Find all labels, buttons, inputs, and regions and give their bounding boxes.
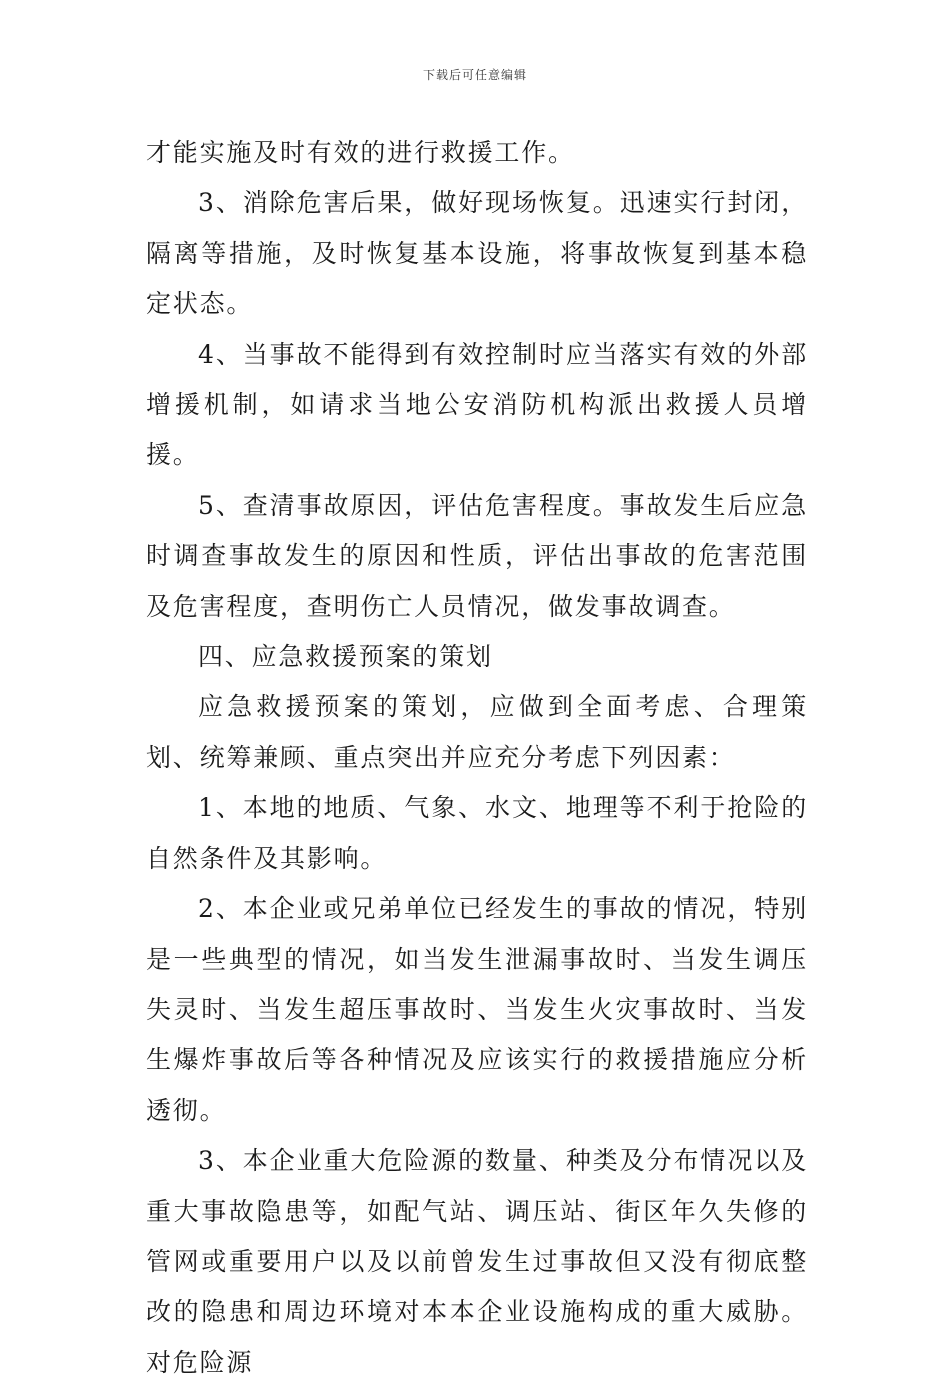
section-heading: 四、应急救援预案的策划 xyxy=(198,642,493,672)
paragraph-item-3: 3、消除危害后果，做好现场恢复。迅速实行封闭，隔离等措施，及时恢复基本设施，将事故恢复到基本稳定状态。 xyxy=(146,188,808,319)
paragraph-factor-1: 1、本地的地质、气象、水文、地理等不利于抢险的自然条件及其影响。 xyxy=(146,793,808,873)
document-body xyxy=(146,128,808,1388)
paragraph-factor-3: 3、本企业重大危险源的数量、种类及分布情况以及重大事故隐患等，如配气站、调压站、街区年久失修的管网或重要用户以及以前曾发生过事故但又没有彻底整改的隐患和周边环境对本本企业设施构成的重大威胁。对危险源 xyxy=(146,1146,808,1377)
paragraph-factor-2: 2、本企业或兄弟单位已经发生的事故的情况，特别是一些典型的情况，如当发生泄漏事故时、当发生调压失灵时、当发生超压事故时、当发生火灾事故时、当发生爆炸事故后等各种情况及应该实行的救援措施应分析透彻。 xyxy=(146,894,808,1125)
paragraph-intro: 应急救援预案的策划，应做到全面考虑、合理策划、统筹兼顾、重点突出并应充分考虑下列因素： xyxy=(146,692,808,772)
paragraph-item-5: 5、查清事故原因，评估危害程度。事故发生后应急时调查事故发生的原因和性质，评估出事故的危害范围及危害程度，查明伤亡人员情况，做发事故调查。 xyxy=(146,490,808,621)
paragraph-item-4: 4、当事故不能得到有效控制时应当落实有效的外部增援机制，如请求当地公安消防机构派出救援人员增援。 xyxy=(146,339,808,470)
paragraph-continuation: 才能实施及时有效的进行救援工作。 xyxy=(146,138,575,167)
page-header: 下载后可任意编辑 xyxy=(422,68,527,82)
